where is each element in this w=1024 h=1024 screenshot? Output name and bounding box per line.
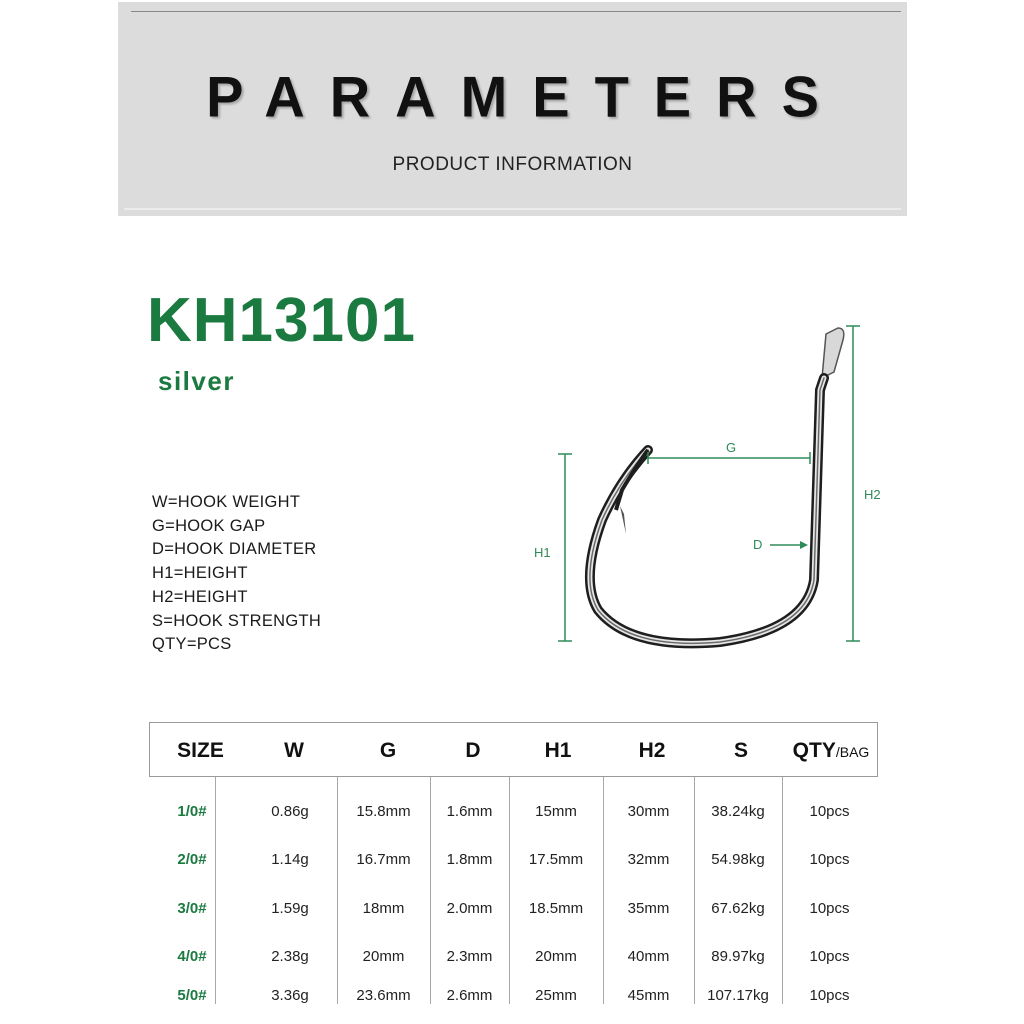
parameters-banner [118,2,907,216]
legend-item: H1=HEIGHT [152,564,248,583]
cell-g: 16.7mm [356,851,411,868]
h1-label: H1 [534,545,551,560]
cell-h2: 40mm [627,948,670,965]
banner-subtitle: PRODUCT INFORMATION [392,154,633,175]
hook-diagram [520,310,900,660]
cell-h1: 17.5mm [528,851,584,868]
fishing-hook-icon [520,310,900,660]
cell-w: 1.14g [271,851,309,868]
legend-item: W=HOOK WEIGHT [152,493,301,511]
header-qty-label: QTY [792,739,836,762]
legend-item: S=HOOK STRENGTH [152,611,322,630]
gap-label: G [726,440,737,455]
cell-g: 23.6mm [356,987,411,1004]
cell-qty: 10pcs [809,900,850,917]
cell-h2: 35mm [627,900,670,917]
product-color: silver [158,366,235,396]
cell-h1: 20mm [535,948,577,965]
cell-d: 1.8mm [446,851,493,868]
cell-size: 1/0# [177,803,207,820]
cell-size: 2/0# [177,851,207,868]
table-row [149,803,877,823]
cell-s: 89.97kg [711,948,765,965]
cell-w: 1.59g [271,900,309,917]
banner-title: PARAMETERS [206,64,844,129]
header-qty-suffix: /BAG [835,744,870,760]
cell-size: 3/0# [177,900,207,917]
header-w: W [284,739,304,762]
cell-g: 20mm [362,948,405,965]
header-s: S [733,739,748,762]
legend-item: G=HOOK GAP [152,516,266,535]
cell-qty: 10pcs [809,803,850,820]
legend-item: D=HOOK DIAMETER [152,540,317,559]
abbreviation-legend [152,491,321,657]
product-model: KH13101 [147,286,416,355]
cell-qty: 10pcs [809,948,850,965]
header-g: G [379,739,397,762]
h2-label: H2 [864,487,881,502]
legend-item: H2=HEIGHT [152,587,248,606]
cell-h1: 15mm [535,803,577,820]
cell-w: 3.36g [271,987,309,1004]
cell-d: 1.6mm [446,803,493,820]
cell-w: 0.86g [271,803,309,820]
cell-d: 2.6mm [446,987,493,1004]
table-row [149,851,877,871]
table-row [149,900,877,920]
diameter-label: D [753,537,763,552]
table-row [149,948,877,968]
cell-d: 2.3mm [446,948,493,965]
cell-g: 15.8mm [356,803,411,820]
cell-h2: 32mm [627,851,670,868]
cell-h1: 25mm [535,987,577,1004]
cell-h2: 45mm [627,987,670,1004]
cell-g: 18mm [362,900,405,917]
cell-h1: 18.5mm [528,900,584,917]
cell-s: 67.62kg [711,900,765,917]
header-h1: H1 [544,739,572,762]
cell-s: 54.98kg [711,851,765,868]
cell-s: 38.24kg [711,803,765,820]
header-d: D [465,739,481,762]
cell-qty: 10pcs [809,851,850,868]
cell-s: 107.17kg [707,987,769,1004]
table-row [149,987,877,1007]
table-header [149,722,878,777]
banner-bottom-rule [124,208,901,210]
cell-h2: 30mm [627,803,670,820]
banner-top-rule [131,11,901,12]
cell-size: 5/0# [177,987,207,1004]
cell-d: 2.0mm [446,900,493,917]
cell-w: 2.38g [271,948,309,965]
cell-size: 4/0# [177,948,207,965]
header-h2: H2 [638,739,666,762]
header-qty [786,739,876,763]
cell-qty: 10pcs [809,987,850,1004]
legend-item: QTY=PCS [152,635,232,654]
header-size: SIZE [177,739,224,762]
